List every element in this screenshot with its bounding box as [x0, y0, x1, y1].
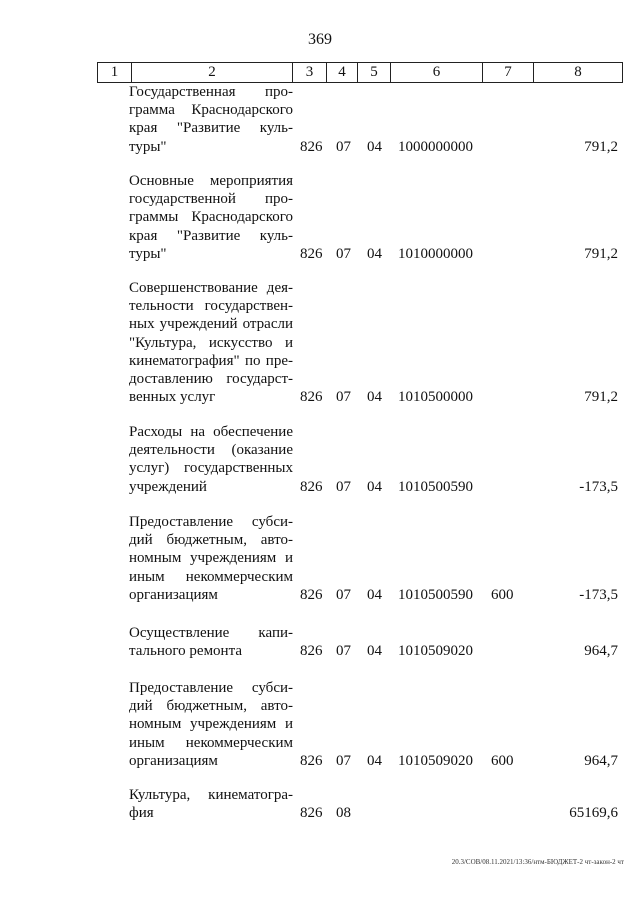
cell-col-8: 791,2	[584, 389, 618, 406]
cell-col-8: 791,2	[584, 246, 618, 262]
row-line: иным некоммерческим	[129, 734, 293, 751]
header-col-7: 7	[482, 63, 533, 82]
row-line: иным некоммерческим	[129, 568, 293, 585]
cell-col-7: 600	[491, 753, 514, 769]
cell-col-7: 600	[491, 587, 514, 603]
row-line: Осуществление капи-	[129, 625, 293, 641]
header-col-6: 6	[390, 63, 482, 82]
row-line: кинематография" по пре-	[129, 352, 293, 369]
table-row	[0, 83, 640, 156]
table-row	[0, 423, 640, 496]
cell-col-8: 964,7	[584, 753, 618, 769]
row-description	[129, 786, 293, 822]
row-line: дий бюджетным, авто-	[129, 698, 293, 715]
row-line: услуг) государственных	[129, 460, 293, 477]
row-line: "Культура, искусство и	[129, 334, 293, 351]
cell-col-3: 826	[300, 478, 323, 495]
row-line: туры"	[129, 245, 167, 262]
row-line: Основные мероприятия	[129, 173, 293, 189]
cell-col-8: 65169,6	[569, 805, 618, 822]
header-col-1: 1	[110, 64, 119, 80]
header-col-8: 8	[533, 63, 622, 82]
cell-col-4: 08	[336, 805, 351, 822]
row-description	[129, 83, 293, 156]
row-description	[129, 624, 293, 660]
cell-col-5: 04	[367, 643, 382, 660]
row-description	[129, 279, 293, 406]
table-row	[0, 279, 640, 406]
row-line: организациям	[129, 752, 218, 769]
row-line: Государственная про-	[129, 84, 293, 100]
row-description	[129, 513, 293, 604]
cell-col-6: 1010509020	[398, 753, 473, 769]
row-line: края "Развитие куль-	[129, 227, 293, 244]
cell-col-3: 826	[300, 587, 323, 603]
row-line: деятельности (оказание	[129, 442, 293, 459]
row-line: номным учреждениям и	[129, 716, 293, 733]
cell-col-4: 07	[336, 246, 351, 262]
row-description	[129, 679, 293, 770]
row-line: края "Развитие куль-	[129, 120, 293, 137]
cell-col-6: 1010500000	[398, 389, 473, 406]
cell-col-6: 1010500590	[398, 587, 473, 603]
row-line: граммы Краснодарского	[129, 209, 293, 226]
cell-col-3: 826	[300, 389, 323, 406]
row-line: тального ремонта	[129, 643, 242, 660]
row-line: Предоставление субси-	[129, 680, 293, 696]
cell-col-8: 964,7	[584, 643, 618, 660]
row-line: тельности государствен-	[129, 298, 293, 315]
table-row	[0, 679, 640, 770]
row-line: Совершенствование дея-	[129, 280, 293, 296]
row-line: грамма Краснодарского	[129, 102, 293, 119]
cell-col-5: 04	[367, 753, 382, 769]
row-line: государственной про-	[129, 191, 293, 208]
row-line: венных услуг	[129, 389, 216, 406]
header-col-4: 4	[326, 63, 357, 82]
row-line: Культура, кинематогра-	[129, 787, 293, 803]
row-line: фия	[129, 805, 154, 822]
row-line: дий бюджетным, авто-	[129, 532, 293, 549]
cell-col-5: 04	[367, 389, 382, 406]
cell-col-8: 791,2	[584, 138, 618, 155]
cell-col-3: 826	[300, 805, 323, 822]
cell-col-5: 04	[367, 478, 382, 495]
row-description	[129, 423, 293, 496]
cell-col-5: 04	[367, 587, 382, 603]
row-line: организациям	[129, 586, 218, 603]
row-line: ных учреждений отрасли	[129, 316, 293, 333]
cell-col-8: -173,5	[579, 587, 618, 603]
cell-col-3: 826	[300, 753, 323, 769]
cell-col-4: 07	[336, 587, 351, 603]
cell-col-6: 1000000000	[398, 138, 473, 155]
row-line: номным учреждениям и	[129, 550, 293, 567]
header-col-5: 5	[357, 63, 390, 82]
row-line: учреждений	[129, 478, 207, 495]
header-col-2: 2	[131, 63, 292, 82]
cell-col-4: 07	[336, 753, 351, 769]
row-description	[129, 172, 293, 263]
cell-col-3: 826	[300, 138, 323, 155]
row-line: Предоставление субси-	[129, 514, 293, 530]
header-col-3: 3	[292, 63, 326, 82]
cell-col-6: 1010500590	[398, 478, 473, 495]
table-row	[0, 172, 640, 263]
table-header	[97, 62, 623, 83]
cell-col-3: 826	[300, 643, 323, 660]
cell-col-4: 07	[336, 643, 351, 660]
cell-col-8: -173,5	[579, 478, 618, 495]
cell-col-4: 07	[336, 478, 351, 495]
cell-col-4: 07	[336, 138, 351, 155]
row-line: туры"	[129, 138, 167, 155]
cell-col-5: 04	[367, 246, 382, 262]
page-number: 369	[308, 31, 332, 48]
cell-col-6: 1010509020	[398, 643, 473, 660]
table-row	[0, 624, 640, 660]
table-row	[0, 786, 640, 822]
cell-col-3: 826	[300, 246, 323, 262]
row-line: доставлению государст-	[129, 370, 293, 387]
cell-col-4: 07	[336, 389, 351, 406]
cell-col-5: 04	[367, 138, 382, 155]
row-line: Расходы на обеспечение	[129, 424, 293, 440]
footer-stamp: 20.3/СОВ/08.11.2021/13:36/нтм-БЮДЖЕТ-2 чт-закон-2 чт	[451, 858, 624, 866]
table-row	[0, 513, 640, 604]
cell-col-6: 1010000000	[398, 246, 473, 262]
